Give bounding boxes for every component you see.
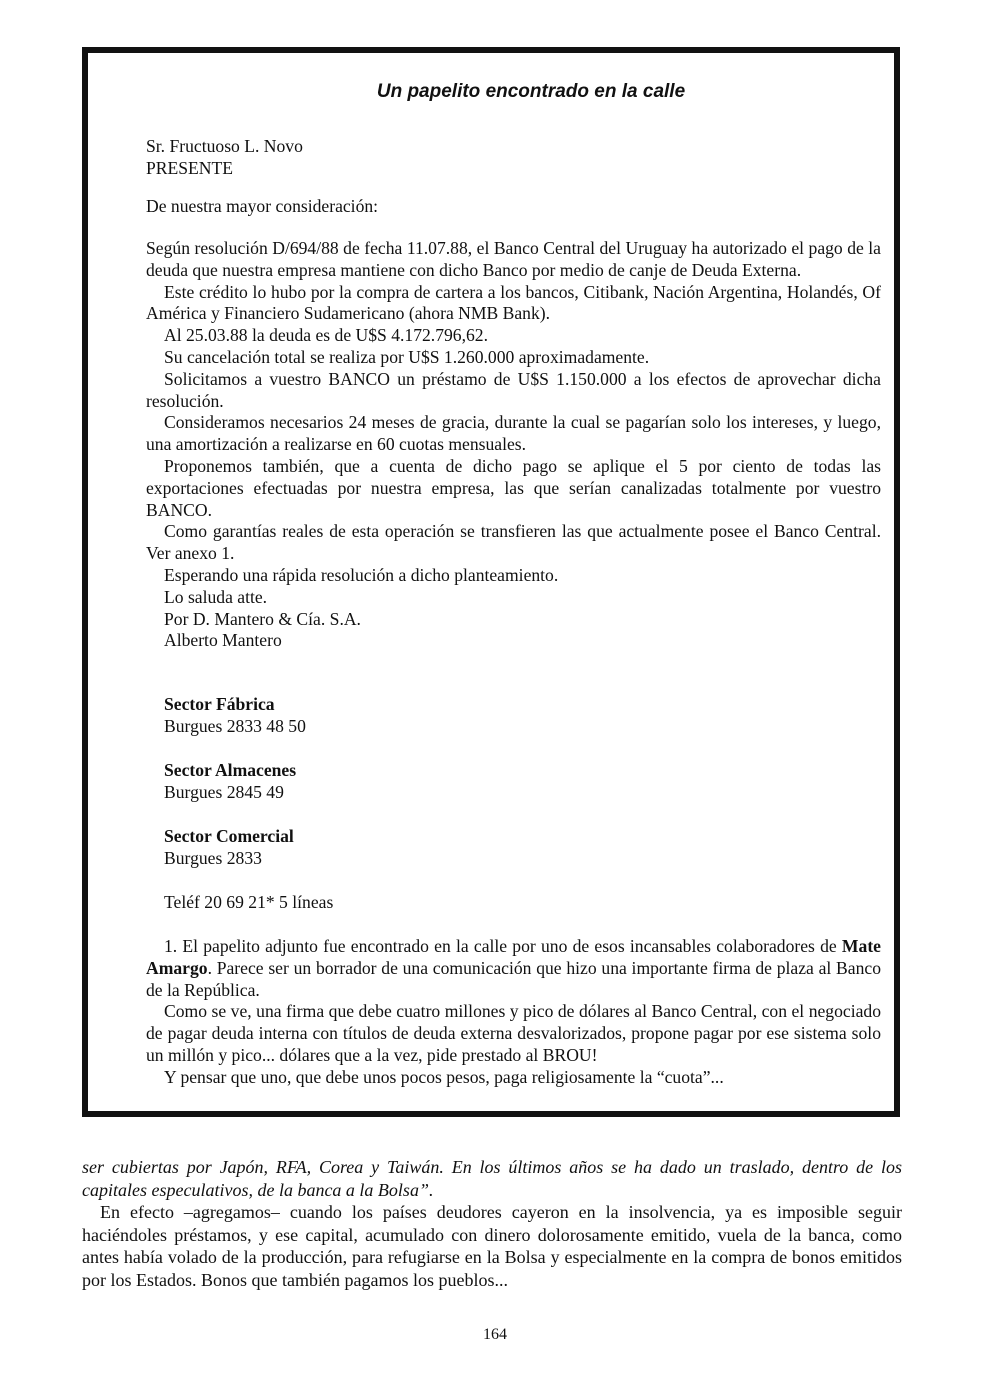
italic-paragraph: ser cubiertas por Japón, RFA, Corea y Taiwán. En los últimos años se ha dado un traslado, dentro de los capitales especulativos, de la banca a la Bolsa”. [82, 1157, 902, 1200]
letter-paragraph: Como garantías reales de esta operación se transfieren las que actualmente posee el Banco Central. Ver anexo 1. [146, 521, 881, 564]
addressee-block [146, 136, 881, 180]
note-lead: 1. El papelito adjunto fue encontrado en la calle por uno de esos incansables colaboradores de [164, 936, 842, 956]
closing-line: Por D. Mantero & Cía. S.A. [164, 608, 361, 629]
closing-line: Esperando una rápida resolución a dicho planteamiento. [164, 564, 559, 585]
salutation: De nuestra mayor consideración: [146, 196, 379, 216]
letter-paragraph: Al 25.03.88 la deuda es de U$S 4.172.796,62. [164, 325, 488, 346]
magazine-name: Mate Amargo [146, 936, 881, 978]
addressee-name: Sr. Fructuoso L. Novo [146, 136, 303, 156]
sector-name: Sector Almacenes [164, 760, 297, 780]
phone-line: Teléf 20 69 21* 5 líneas [164, 892, 334, 912]
page-number: 164 [483, 1326, 507, 1343]
sector-name: Sector Fábrica [164, 694, 275, 714]
signature-name: Alberto Mantero [164, 630, 282, 651]
sector-address: Burgues 2845 49 [164, 781, 284, 802]
notes-block [146, 936, 881, 1089]
note-tail: . Parece ser un borrador de una comunicación que hizo una importante firma de plaza al Banco de la República. [146, 957, 881, 1000]
letter-paragraph: Proponemos también, que a cuenta de dicho pago se aplique el 5 por ciento de todas las exportaciones efectuadas por nuestra empresa, las que serían canalizadas totalmente por vuestro BANCO. [146, 455, 881, 520]
note-paragraph: Y pensar que uno, que debe unos pocos pesos, paga religiosamente la “cuota”... [164, 1066, 724, 1087]
letter-paragraph: Consideramos necesarios 24 meses de gracia, durante la cual se pagarían solo los intereses, y luego, una amortización a realizarse en 60 cuotas mensuales. [146, 412, 881, 455]
closing-block [146, 565, 881, 652]
sector-comercial [146, 826, 881, 870]
sector-address: Burgues 2833 48 50 [164, 715, 306, 736]
letter-paragraph: Este crédito lo hubo por la compra de cartera a los bancos, Citibank, Nación Argentina, Holandés, Of América y Financiero Sudamericano (ahora NMB Bank). [146, 281, 881, 324]
letter-body [146, 238, 881, 652]
closing-line: Lo saluda atte. [164, 586, 268, 607]
note-paragraph [146, 936, 881, 1001]
sector-address: Burgues 2833 [164, 847, 262, 868]
sector-name: Sector Comercial [164, 826, 294, 846]
note-paragraph: Como se ve, una firma que debe cuatro millones y pico de dólares al Banco Central, con el negociado de pagar deuda interna con títulos de deuda externa desvalorizados, propone pagar por ese sistema solo un millón y pico... dólares que a la vez, pide prestado al BROU! [146, 1001, 881, 1065]
addressee-line2: PRESENTE [146, 157, 233, 178]
letter-paragraph: Su cancelación total se realiza por U$S 1.260.000 aproximadamente. [164, 346, 650, 367]
sector-fabrica [146, 694, 881, 738]
letter-paragraph: Solicitamos a vuestro BANCO un préstamo de U$S 1.150.000 a los efectos de aprovechar dicha resolución. [146, 368, 881, 411]
boxed-insert [82, 47, 900, 1117]
letter-paragraph: Según resolución D/694/88 de fecha 11.07.88, el Banco Central del Uruguay ha autorizado el pago de la deuda que nuestra empresa mantiene con dicho Banco por medio de canje de Deuda Externa. [146, 238, 881, 280]
sector-almacenes [146, 760, 881, 804]
body-paragraph: En efecto –agregamos– cuando los países deudores cayeron en la insolvencia, ya es imposible seguir haciéndoles préstamos, y ese capital, acumulado con dinero dolorosamente emitido, vuela de la banca, como antes había volado de la producción, para refugiarse en la Bolsa y especialmente en la compra de bonos emitidos por los Estados. Bonos que también pagamos los pueblos... [82, 1202, 902, 1290]
box-title: Un papelito encontrado en la calle [376, 81, 686, 102]
